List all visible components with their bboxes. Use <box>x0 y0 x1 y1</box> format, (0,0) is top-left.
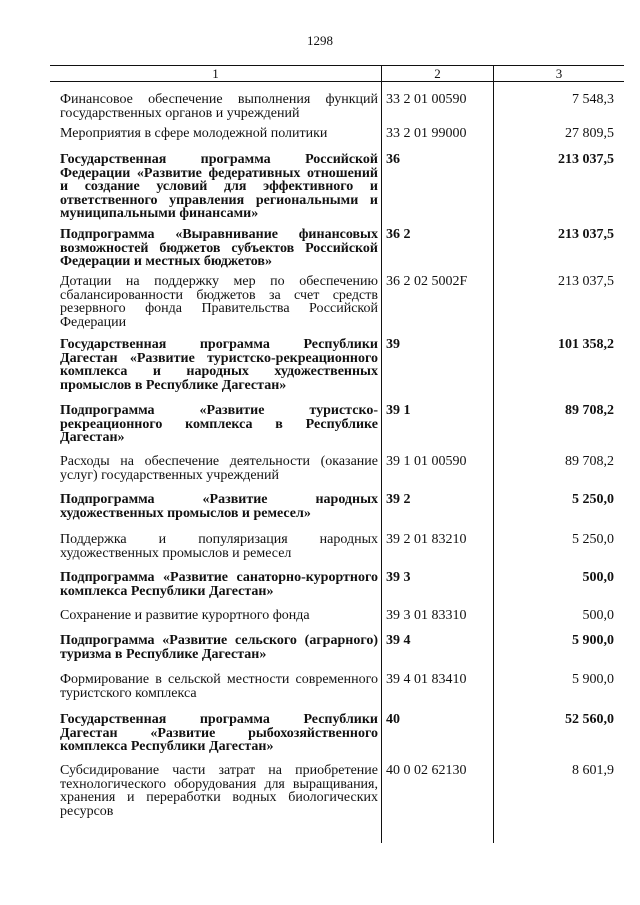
row-name: Формирование в сельской местности современного туристского комплекса <box>60 672 378 701</box>
row-sum: 101 358,2 <box>558 337 614 352</box>
row-sum: 52 560,0 <box>565 712 614 727</box>
row-code: 39 1 <box>386 403 411 418</box>
row-code: 39 2 01 83210 <box>386 532 467 547</box>
header-bottom-border <box>50 81 624 82</box>
row-sum: 27 809,5 <box>565 126 614 141</box>
row-code: 33 2 01 00590 <box>386 92 467 107</box>
row-code: 39 3 01 83310 <box>386 608 467 623</box>
row-name: Подпрограмма «Развитие санаторно-курортного комплекса Республики Дагестан» <box>60 570 378 599</box>
row-code: 40 0 02 62130 <box>386 763 467 778</box>
row-code: 36 2 02 5002F <box>386 274 468 289</box>
row-sum: 5 900,0 <box>572 633 614 648</box>
row-sum: 5 900,0 <box>572 672 614 687</box>
budget-table <box>50 65 624 843</box>
row-name: Подпрограмма «Развитие туристско-рекреационного комплекса в Республике Дагестан» <box>60 403 378 445</box>
row-sum: 89 708,2 <box>565 454 614 469</box>
row-name: Субсидирование части затрат на приобретение технологического оборудования для выращивания, хранения и переработки водных биологических ресурсов <box>60 763 378 819</box>
row-code: 39 <box>386 337 400 352</box>
row-code: 36 2 <box>386 227 411 242</box>
column-divider-1 <box>381 65 382 843</box>
row-sum: 5 250,0 <box>572 492 614 507</box>
row-name: Подпрограмма «Развитие народных художественных промыслов и ремесел» <box>60 492 378 521</box>
row-name: Подпрограмма «Выравнивание финансовых возможностей бюджетов субъектов Российской Федерации и местных бюджетов» <box>60 227 378 269</box>
row-name: Поддержка и популяризация народных художественных промыслов и ремесел <box>60 532 378 561</box>
row-code: 39 4 <box>386 633 411 648</box>
row-sum: 213 037,5 <box>558 274 614 289</box>
row-name: Мероприятия в сфере молодежной политики <box>60 126 328 141</box>
row-name: Сохранение и развитие курортного фонда <box>60 608 310 623</box>
row-code: 39 2 <box>386 492 411 507</box>
row-code: 36 <box>386 152 400 167</box>
row-name: Государственная программа Республики Дагестан «Развитие рыбохозяйственного комплекса Республики Дагестан» <box>60 712 378 754</box>
column-header-2: 2 <box>434 66 441 81</box>
row-sum: 7 548,3 <box>572 92 614 107</box>
row-name: Дотации на поддержку мер по обеспечению сбалансированности бюджетов за счет средств резервного фонда Правительства Российской Федерации <box>60 274 378 330</box>
row-sum: 500,0 <box>582 570 614 585</box>
row-code: 39 4 01 83410 <box>386 672 467 687</box>
row-name: Государственная программа Российской Федерации «Развитие федеративных отношений и создание условий для эффективного и ответственного управления региональными и муниципальными финансами» <box>60 152 378 221</box>
row-code: 39 3 <box>386 570 411 585</box>
row-code: 33 2 01 99000 <box>386 126 467 141</box>
row-name: Государственная программа Республики Дагестан «Развитие туристско-рекреационного комплекса и народных художественных промыслов в Республике Дагестан» <box>60 337 378 393</box>
row-sum: 5 250,0 <box>572 532 614 547</box>
row-sum: 8 601,9 <box>572 763 614 778</box>
page-number: 1298 <box>307 33 333 48</box>
column-header-3: 3 <box>555 66 563 81</box>
row-code: 39 1 01 00590 <box>386 454 467 469</box>
row-code: 40 <box>386 712 400 727</box>
row-sum: 213 037,5 <box>558 152 614 167</box>
row-name: Расходы на обеспечение деятельности (оказание услуг) государственных учреждений <box>60 454 378 483</box>
row-sum: 500,0 <box>582 608 614 623</box>
row-sum: 213 037,5 <box>558 227 614 242</box>
column-header-1: 1 <box>212 66 219 81</box>
row-sum: 89 708,2 <box>565 403 614 418</box>
row-name: Финансовое обеспечение выполнения функций государственных органов и учреждений <box>60 92 378 121</box>
row-name: Подпрограмма «Развитие сельского (аграрного) туризма в Республике Дагестан» <box>60 633 378 662</box>
